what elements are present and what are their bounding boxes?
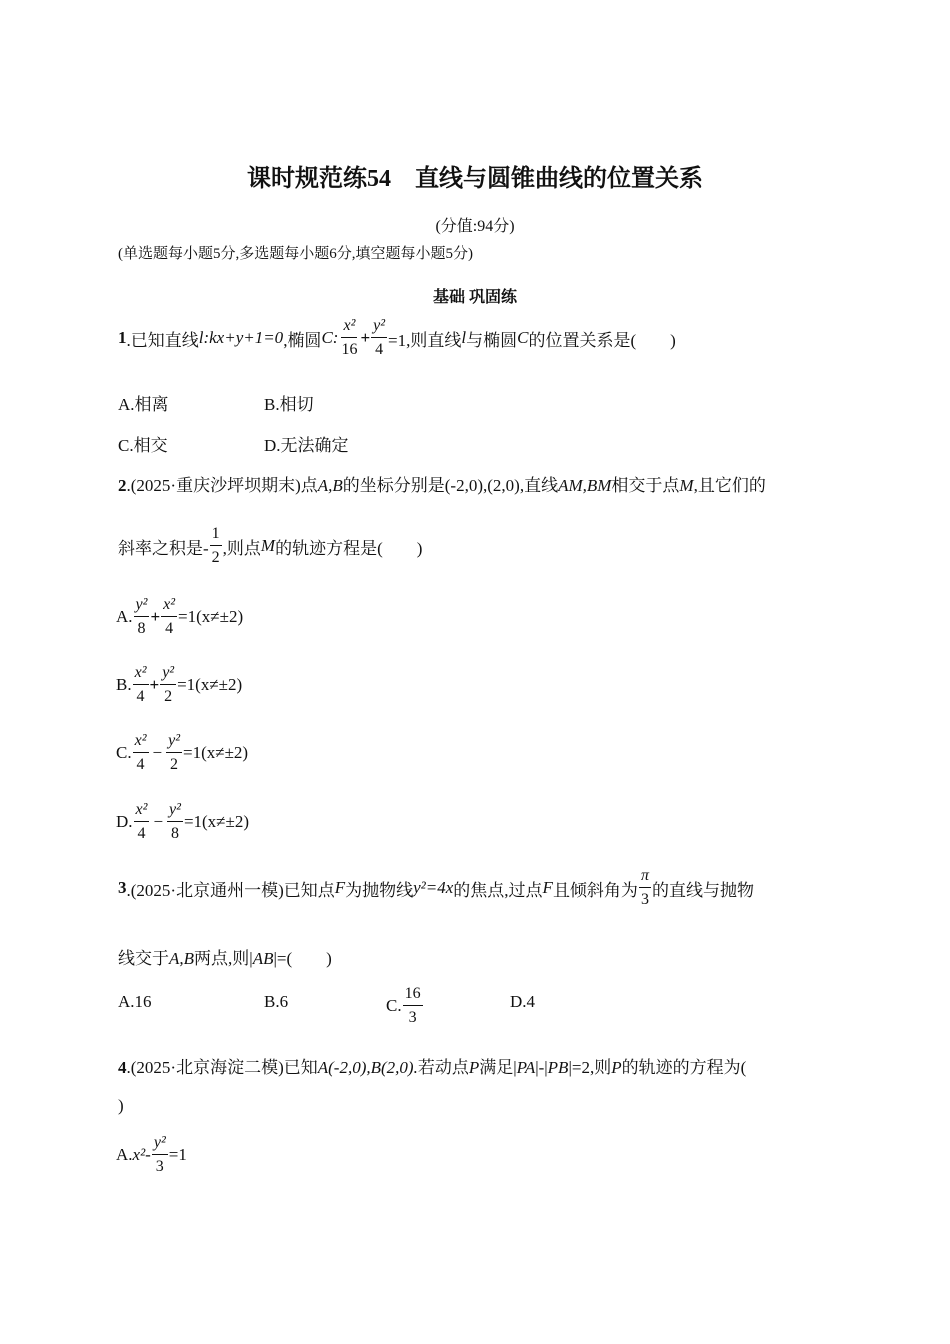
fraction-numerator: y² [166,733,182,753]
question-4-line-2: ) [118,1096,124,1115]
option-tail: =1(x≠±2) [178,607,244,626]
fraction-denominator: 4 [137,825,146,842]
q4-text: .(2025·北京海淀二模)已知 [126,1058,318,1077]
option-fraction-1 [133,733,149,773]
q3-text: 且倾斜角为 [552,880,638,900]
q3-fraction-pi [639,868,651,908]
question-2-line-2 [118,526,422,566]
q3-point-f: F [334,878,346,897]
option-label: A. [116,1145,133,1164]
q1-option-a: A.相离 [118,395,169,414]
fraction-denominator: 4 [136,756,145,773]
fraction-denominator: 3 [640,891,649,908]
scoring-note: (单选题每小题5分,多选题每小题6分,填空题每小题5分) [118,246,473,262]
option-tail: =1 [168,1145,187,1164]
q1-option-b: B.相切 [264,395,314,414]
fraction-numerator: x² [341,318,357,338]
q3-text: |=( ) [273,949,332,968]
fraction-numerator: y² [160,665,176,685]
question-1-number: 1 [118,328,127,347]
q2-text: 相交于点 [611,476,680,495]
fraction-numerator: π [639,868,651,888]
operator: − [153,812,164,831]
q2-option-c [116,733,248,773]
fraction-denominator: 4 [136,688,145,705]
q2-lines: AM,BM [558,476,612,495]
q3-point-f: F [542,878,553,897]
fraction-denominator: 4 [165,620,174,637]
q3-option-a: A.16 [118,992,152,1011]
q4-point-a: A(-2,0), [317,1058,371,1077]
q1-text: =1,则直线 [388,330,462,350]
q2-text: .(2025·重庆沙坪坝期末)点 [126,476,318,495]
score-info: (分值:94分) [435,218,515,235]
q4-point-b: B(2,0). [370,1058,418,1077]
option-tail: =1(x≠±2) [183,812,250,831]
fraction-denominator: 2 [170,756,179,773]
option-fraction-2 [166,733,182,773]
q4-text: 的轨迹的方程为( [621,1058,747,1077]
q1-var-c: C [517,328,529,347]
q3-text: 两点,则| [194,949,253,968]
q1-text: 的位置关系是( ) [528,330,676,350]
question-1 [118,318,676,358]
question-4-number: 4 [118,1058,127,1077]
q3-text: 的焦点,过点 [453,880,543,900]
option-tail: =1(x≠±2) [183,743,249,762]
option-fraction-1 [133,665,149,705]
q2-text: ,且它们的 [693,476,766,495]
fraction-numerator: x² [134,802,150,822]
option-fraction-1 [134,597,150,637]
question-4-line-1 [118,1053,746,1078]
q3-option-b: B.6 [264,992,289,1011]
plus-sign: + [360,328,371,347]
option-label: D. [116,812,133,831]
q4-text: |-| [535,1058,548,1077]
option-fraction [152,1135,168,1175]
q3-option-c [386,986,424,1026]
option-term: x²- [132,1145,151,1164]
q2-option-b [116,665,242,705]
q1-option-c: C.相交 [118,436,168,455]
q3-option-d: D.4 [510,992,536,1011]
q4-point-p: P [468,1058,480,1077]
question-2-line-1 [118,471,766,496]
q3-text: .(2025·北京通州一模)已知点 [126,880,335,900]
q4-text: 满足| [479,1058,517,1077]
fraction-denominator: 8 [137,620,146,637]
fraction-denominator: 3 [155,1158,164,1175]
fraction-numerator: 1 [210,526,222,546]
q1-line-equation: l:kx+y+1=0 [198,328,284,347]
option-tail: =1(x≠±2) [177,675,243,694]
q3-text: 线交于 [118,949,169,968]
q2-option-d [116,802,249,842]
q4-segment-pa: PA [516,1058,536,1077]
option-label: C. [116,743,132,762]
q1-fraction-x [339,318,359,358]
operator: + [150,607,161,626]
q4-text: |=2,则 [568,1058,612,1077]
q3-text: 的直线与抛物 [651,880,754,900]
q1-text: ,椭圆 [283,330,322,350]
q2-text: 斜率之积是- [118,538,209,558]
q3-points: A,B [169,949,195,968]
fraction-denominator: 2 [211,549,220,566]
q2-point-m: M [260,536,276,555]
q2-points: A,B [317,476,343,495]
q2-text: 的轨迹方程是( ) [275,538,423,558]
q2-option-a [116,597,243,637]
q2-fraction-half [210,526,222,566]
fraction-denominator: 3 [408,1009,417,1026]
q4-text: 若动点 [417,1058,469,1077]
q1-text: .已知直线 [126,330,199,350]
q1-fraction-y [371,318,387,358]
fraction-numerator: 16 [403,986,423,1006]
fraction-denominator: 16 [341,341,358,358]
q4-segment-pb: PB [547,1058,569,1077]
page-title: 课时规范练54 直线与圆锥曲线的位置关系 [247,166,703,192]
q1-text: 与椭圆 [466,330,518,350]
fraction-numerator: y² [371,318,387,338]
q1-option-d: D.无法确定 [264,436,349,455]
option-fraction-1 [134,802,150,842]
option-label: B. [116,675,132,694]
question-3-line-1 [118,868,754,908]
fraction-denominator: 4 [375,341,384,358]
option-fraction-2 [161,597,177,637]
fraction-numerator: x² [133,733,149,753]
q3-segment: AB [252,949,274,968]
option-fraction-2 [160,665,176,705]
fraction-numerator: x² [133,665,149,685]
q1-var-l: l [461,328,467,347]
q3-parabola-equation: y²=4x [413,878,454,897]
fraction-numerator: y² [152,1135,168,1155]
fraction-numerator: y² [167,802,183,822]
fraction-denominator: 2 [164,688,173,705]
section-heading: 基础 巩固练 [432,289,517,306]
q1-ellipse-label: C: [321,328,339,347]
question-3-number: 3 [118,878,127,897]
option-label: C. [386,996,402,1015]
question-3-line-2 [118,944,332,969]
operator: + [149,675,160,694]
q2-text: 的坐标分别是(-2,0),(2,0),直线 [342,476,559,495]
option-fraction-2 [167,802,183,842]
question-2-number: 2 [118,476,127,495]
q4-option-a [116,1135,187,1175]
q4-point-p: P [611,1058,622,1077]
q3-option-c-fraction [403,986,423,1026]
fraction-denominator: 8 [170,825,179,842]
operator: − [152,743,163,762]
fraction-numerator: y² [134,597,150,617]
fraction-numerator: x² [161,597,177,617]
q3-text: 为抛物线 [345,880,414,900]
q2-point-m: M [679,476,694,495]
option-label: A. [116,607,133,626]
q2-text: ,则点 [222,538,261,558]
